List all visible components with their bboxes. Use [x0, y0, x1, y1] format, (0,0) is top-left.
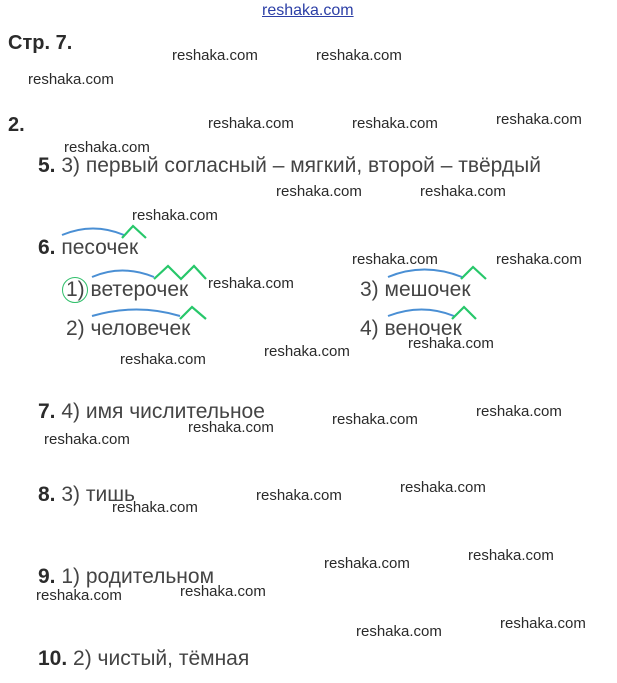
option-2-number: 2)	[66, 317, 85, 340]
item-8-answer: 3) тишь	[61, 483, 136, 506]
watermark: reshaka.com	[256, 487, 342, 504]
option-1-number: 1)	[66, 278, 85, 301]
suffix-caret-4	[452, 307, 476, 319]
root-arc-3	[388, 270, 462, 278]
item-6-number: 6.	[38, 236, 56, 259]
watermark: reshaka.com	[36, 587, 122, 604]
watermark: reshaka.com	[352, 251, 438, 268]
item-10-answer: 2) чистый, тёмная	[73, 647, 250, 670]
suffix-caret-1	[154, 266, 206, 279]
option-2-word: человечек	[90, 317, 191, 340]
watermark: reshaka.com	[276, 183, 362, 200]
watermark: reshaka.com	[420, 183, 506, 200]
watermark: reshaka.com	[208, 275, 294, 292]
watermark: reshaka.com	[316, 47, 402, 64]
item-5-number: 5.	[38, 154, 56, 177]
root-arc-6	[62, 229, 124, 236]
item-9-answer: 1) родительном	[61, 565, 215, 588]
watermark: reshaka.com	[64, 139, 150, 156]
watermark: reshaka.com	[400, 479, 486, 496]
watermark: reshaka.com	[496, 251, 582, 268]
watermark: reshaka.com	[44, 431, 130, 448]
item-10	[38, 647, 249, 671]
option-4-number: 4)	[360, 317, 379, 340]
root-arc-2	[92, 310, 180, 317]
watermark: reshaka.com	[120, 351, 206, 368]
item-8-number: 8.	[38, 483, 56, 506]
watermark: reshaka.com	[112, 499, 198, 516]
watermark: reshaka.com	[132, 207, 218, 224]
watermark: reshaka.com	[476, 403, 562, 420]
watermark: reshaka.com	[496, 111, 582, 128]
watermark: reshaka.com	[324, 555, 410, 572]
watermark: reshaka.com	[264, 343, 350, 360]
root-arc-4	[388, 310, 454, 317]
watermark: reshaka.com	[28, 71, 114, 88]
item-7-number: 7.	[38, 400, 56, 423]
watermark: reshaka.com	[188, 419, 274, 436]
page-label: Стр. 7.	[8, 32, 73, 54]
suffix-caret-3	[461, 267, 486, 279]
watermark: reshaka.com	[468, 547, 554, 564]
item-6-word: песочек	[61, 236, 139, 259]
option-3-number: 3)	[360, 278, 379, 301]
watermark-top[interactable]: reshaka.com	[262, 2, 354, 19]
watermark: reshaka.com	[352, 115, 438, 132]
item-9-number: 9.	[38, 565, 56, 588]
suffix-caret-6	[122, 226, 146, 238]
watermark: reshaka.com	[208, 115, 294, 132]
option-1-word: ветерочек	[90, 278, 189, 301]
watermark: reshaka.com	[356, 623, 442, 640]
watermark: reshaka.com	[180, 583, 266, 600]
exercise-number: 2.	[8, 114, 25, 136]
watermark: reshaka.com	[172, 47, 258, 64]
item-5-answer: 3) первый согласный – мягкий, второй – твёрдый	[61, 154, 541, 177]
item-7-answer: 4) имя числительное	[61, 400, 265, 423]
watermark: reshaka.com	[332, 411, 418, 428]
watermark: reshaka.com	[500, 615, 586, 632]
root-arc-1	[92, 271, 154, 278]
suffix-caret-2	[180, 307, 206, 319]
option-3-word: мешочек	[384, 278, 471, 301]
watermark: reshaka.com	[408, 335, 494, 352]
item-10-number: 10.	[38, 647, 68, 670]
option-4-word: веночек	[384, 317, 462, 340]
